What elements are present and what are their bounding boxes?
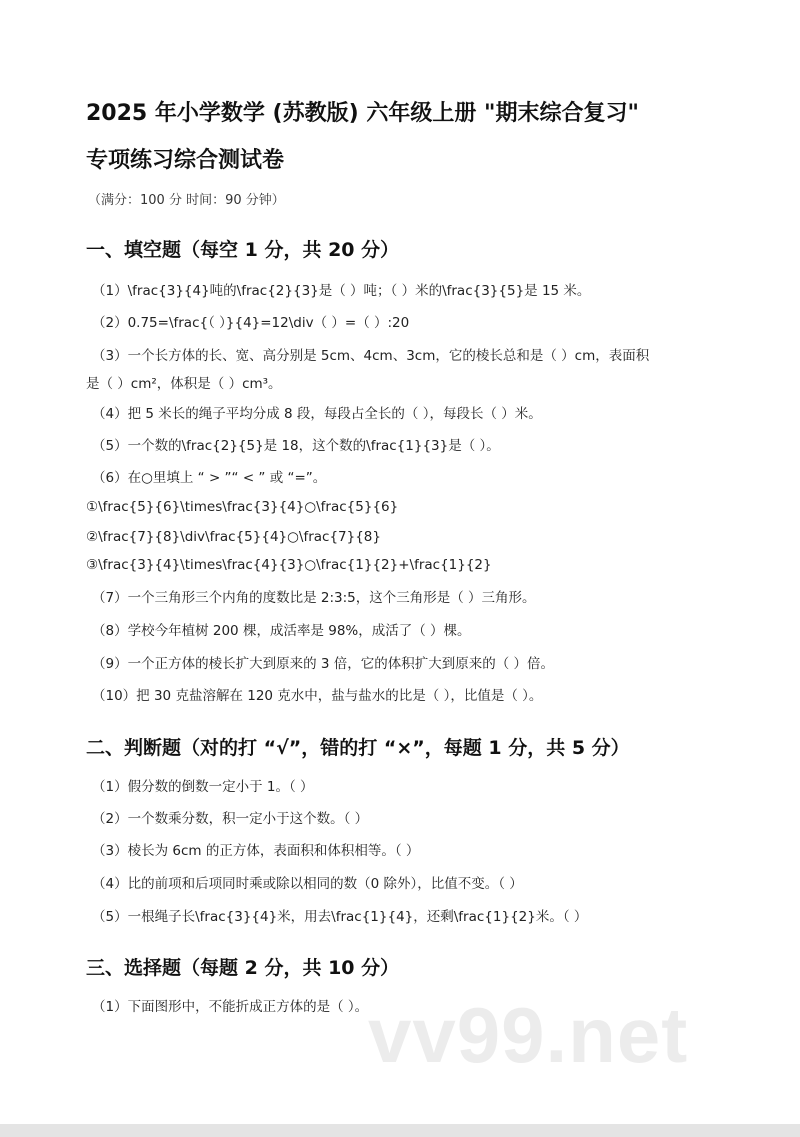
question: （2）0.75=\frac{（ ）}{4}=12\div（ ）=（ ）:20 bbox=[92, 315, 410, 331]
sub-question: ①\frac{5}{6}\times\frac{3}{4}○\frac{5}{6} bbox=[86, 499, 399, 515]
score-time-info: （满分：100 分 时间：90 分钟） bbox=[88, 193, 285, 208]
document-title-line2: 专项练习综合测试卷 bbox=[86, 148, 285, 173]
section-heading-multiple-choice: 三、选择题（每题 2 分，共 10 分） bbox=[86, 957, 400, 979]
question: （1）\frac{3}{4}吨的\frac{2}{3}是（ ）吨；（ ）米的\frac{3}{5}是 15 米。 bbox=[92, 283, 591, 299]
question: （3）一个长方体的长、宽、高分别是 5cm、4cm、3cm，它的棱长总和是（ ）cm，表面积 bbox=[92, 348, 650, 364]
document-title: 2025 年小学数学 (苏教版) 六年级上册 "期末综合复习" bbox=[86, 101, 639, 126]
sub-question: ②\frac{7}{8}\div\frac{5}{4}○\frac{7}{8} bbox=[86, 529, 381, 545]
question: （4）比的前项和后项同时乘或除以相同的数（0 除外），比值不变。（ ） bbox=[92, 876, 523, 892]
question-continued: 是（ ）cm²，体积是（ ）cm³。 bbox=[86, 376, 282, 392]
question: （3）棱长为 6cm 的正方体，表面积和体积相等。（ ） bbox=[92, 843, 420, 859]
question: （2）一个数乘分数，积一定小于这个数。（ ） bbox=[92, 811, 369, 827]
question: （10）把 30 克盐溶解在 120 克水中，盐与盐水的比是（ ），比值是（ ）。 bbox=[92, 688, 543, 704]
question: （9）一个正方体的棱长扩大到原来的 3 倍，它的体积扩大到原来的（ ）倍。 bbox=[92, 656, 555, 672]
question: （4）把 5 米长的绳子平均分成 8 段，每段占全长的（ ），每段长（ ）米。 bbox=[92, 406, 542, 422]
question: （6）在○里填上 “ > ”“ < ” 或 “=”。 bbox=[92, 470, 327, 486]
section-heading-fill-blank: 一、填空题（每空 1 分，共 20 分） bbox=[86, 239, 400, 261]
section-heading-true-false: 二、判断题（对的打 “√”，错的打 “×”，每题 1 分，共 5 分） bbox=[86, 737, 630, 759]
question: （5）一根绳子长\frac{3}{4}米，用去\frac{1}{4}，还剩\frac{1}{2}米。（ ） bbox=[92, 909, 588, 925]
watermark: vv99.net bbox=[368, 991, 689, 1079]
question: （5）一个数的\frac{2}{5}是 18，这个数的\frac{1}{3}是（ ）。 bbox=[92, 438, 500, 454]
sub-question: ③\frac{3}{4}\times\frac{4}{3}○\frac{1}{2}+\frac{1}{2} bbox=[86, 557, 492, 573]
page-bottom-edge bbox=[0, 1124, 800, 1137]
question: （8）学校今年植树 200 棵，成活率是 98%，成活了（ ）棵。 bbox=[92, 623, 471, 639]
question: （7）一个三角形三个内角的度数比是 2:3:5，这个三角形是（ ）三角形。 bbox=[92, 590, 536, 606]
question: （1）下面图形中，不能折成正方体的是（ ）。 bbox=[92, 999, 369, 1015]
question: （1）假分数的倒数一定小于 1。（ ） bbox=[92, 779, 314, 795]
